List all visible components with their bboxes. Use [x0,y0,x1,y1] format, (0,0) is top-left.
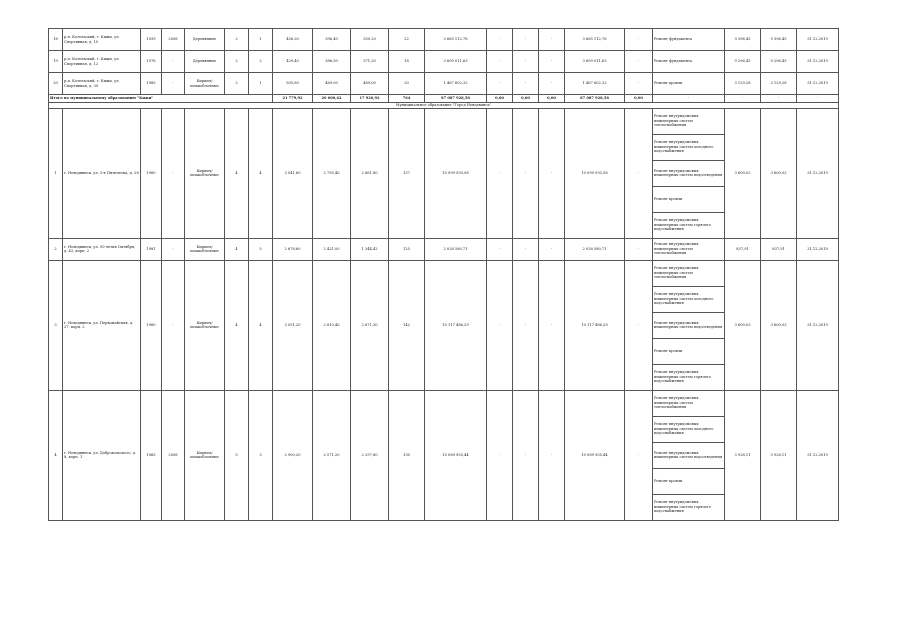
cell-floors: 2 [225,73,249,95]
cell-work: Ремонт кровли [653,73,725,95]
cell-c3: - [539,260,565,390]
cell-area: 456,20 [273,29,313,51]
cell-area: 3 041,60 [273,108,313,238]
cell-cost: 2 028 580,71 [425,238,487,260]
cell-year2: 2008 [162,390,185,520]
total-c4: 87 087 928,58 [565,95,625,103]
cell-c2: - [513,260,539,390]
cell-c5: - [625,29,653,51]
cell-unit1: 9 296,45 [725,51,761,73]
cell-date: 31.12.2019 [797,73,839,95]
cell-c3: - [539,238,565,260]
cell-addr: г. Новодвинск, ул. Добровольского, д. 8, корп. 1 [63,390,141,520]
cell-year: 1985 [141,73,162,95]
cell-area_res: 469,00 [351,73,389,95]
cell-entr: 1 [249,29,273,51]
cell-c2: - [513,51,539,73]
cell-area_res: 371,20 [351,51,389,73]
cell-entr: 4 [249,260,273,390]
cell-c4: 3 665 112,78 [565,29,625,51]
cell-c2: - [513,73,539,95]
table-row [49,390,839,416]
cell-n: 20 [49,73,63,95]
cell-year: 1981 [141,238,162,260]
cell-c3: - [539,51,565,73]
cell-area: 429,40 [273,51,313,73]
cell-residents: 22 [389,29,425,51]
cell-c3: - [539,29,565,51]
cell-addr: г. Новодвинск, ул. 50-летия Октября, д. 43, корп. 2 [63,238,141,260]
cell-unit2: 837,91 [761,238,797,260]
cell-work: Ремонт внутридомовых инженерных систем горячего водоснабжения [653,494,725,520]
cell-c1: - [487,29,513,51]
cell-work: Ремонт внутридомовых инженерных систем горячего водоснабжения [653,212,725,238]
cell-unit2: 3 129,28 [761,73,797,95]
total-d1: - [653,95,725,103]
cell-c4: 3 609 011,63 [565,51,625,73]
cell-residents: 18 [389,51,425,73]
cell-work: Ремонт внутридомовых инженерных систем горячего водоснабжения [653,364,725,390]
cell-c5: - [625,108,653,238]
cell-work: Ремонт внутридомовых инженерных систем холодного водоснабжения [653,286,725,312]
cell-c2: - [513,29,539,51]
cell-n: 18 [49,29,63,51]
cell-work: Ремонт фундамента [653,29,725,51]
cell-date: 31.12.2019 [797,238,839,260]
cell-area_living: 2 810,40 [313,260,351,390]
cell-c3: - [539,108,565,238]
cell-unit1: 3 928,11 [725,390,761,520]
cell-cost: 10 089 955,44 [425,390,487,520]
cell-work: Ремонт внутридомовых инженерных систем водоотведения [653,442,725,468]
cell-c5: - [625,238,653,260]
cell-area_res: 1 344,42 [351,238,389,260]
cell-c4: 10 117 486,29 [565,260,625,390]
cell-area_res: 2 671,30 [351,260,389,390]
capital-repair-table [48,28,839,521]
cell-area_res: 2 297,80 [351,390,389,520]
cell-n: 4 [49,390,63,520]
cell-year2: 2008 [162,29,185,51]
cell-c4: 10 089 955,44 [565,390,625,520]
cell-work: Ремонт кровли [653,468,725,494]
total-cost: 87 087 928,58 [425,95,487,103]
cell-unit1: 837,91 [725,238,761,260]
total-area_living: 20 000,42 [313,95,351,103]
cell-c1: - [487,51,513,73]
cell-c5: - [625,390,653,520]
cell-c5: - [625,51,653,73]
cell-year: 1939 [141,29,162,51]
cell-c5: - [625,73,653,95]
cell-work: Ремонт внутридомовых инженерных систем холодного водоснабжения [653,416,725,442]
cell-entr: 3 [249,390,273,520]
cell-addr: р.п. Котельский, г. Кижи, ул. Спортивная, д. 10 [63,29,141,51]
cell-c1: - [487,390,513,520]
cell-work: Ремонт фундамента [653,51,725,73]
cell-work: Ремонт внутридомовых инженерных систем водоотведения [653,312,725,338]
cell-c4: 10 099 593,58 [565,108,625,238]
cell-work: Ремонт кровли [653,186,725,212]
cell-work: Ремонт кровли [653,338,725,364]
cell-floors: 5 [225,390,249,520]
total-c5: 0,00 [625,95,653,103]
total-d2: - [725,95,761,103]
cell-area_living: 2 571,20 [313,390,351,520]
total-d3: - [761,95,797,103]
cell-floors: 2 [225,29,249,51]
cell-floors: 4 [225,108,249,238]
cell-residents: 20 [389,73,425,95]
cell-date: 31.12.2019 [797,51,839,73]
cell-c2: - [513,390,539,520]
cell-unit2: 3 600,02 [761,108,797,238]
cell-date: 31.12.2019 [797,260,839,390]
total-c1: 0,00 [487,95,513,103]
total-label: Итого по муниципальному образованию "Кижи" [49,95,273,103]
cell-c3: - [539,390,565,520]
cell-c1: - [487,73,513,95]
document-sheet [48,28,828,521]
cell-wall: Кирпич/ шлакоблочные [185,238,225,260]
cell-n: 2 [49,238,63,260]
cell-entr: 2 [249,51,273,73]
total-area_res: 17 920,92 [351,95,389,103]
cell-work: Ремонт внутридомовых инженерных систем холодного водоснабжения [653,134,725,160]
cell-c5: - [625,260,653,390]
cell-entr: 5 [249,238,273,260]
cell-residents: 137 [389,108,425,238]
total-area: 21 779,92 [273,95,313,103]
cell-work: Ремонт внутридомовых инженерных систем теплоснабжения [653,390,725,416]
cell-year: 1965 [141,390,162,520]
total-d4: - [797,95,839,103]
cell-unit2: 9 396,45 [761,29,797,51]
cell-wall: Кирпич/ шлакоблочные [185,390,225,520]
table-row [49,29,839,51]
cell-c4: 2 028 580,71 [565,238,625,260]
cell-entr: 1 [249,73,273,95]
cell-year: 1978 [141,51,162,73]
cell-work: Ремонт внутридомовых инженерных систем водоотведения [653,160,725,186]
cell-year2: - [162,108,185,238]
total-c3: 0,00 [539,95,565,103]
cell-wall: Деревянные [185,51,225,73]
cell-floors: 2 [225,51,249,73]
section-title: Муниципальное образование "Город Новодвинск" [49,103,839,109]
cell-residents: 130 [389,390,425,520]
cell-year2: - [162,260,185,390]
cell-addr: р.п. Котельский, г. Кижи, ул. Спортивная, д. 30 [63,73,141,95]
cell-year2: - [162,238,185,260]
cell-date: 31.12.2019 [797,390,839,520]
cell-unit1: 3 129,28 [725,73,761,95]
cell-entr: 4 [249,108,273,238]
cell-work: Ремонт внутридомовых инженерных систем теплоснабжения [653,238,725,260]
cell-area: 3 051,20 [273,260,313,390]
cell-area: 2 900,20 [273,390,313,520]
cell-unit1: 3 600,02 [725,108,761,238]
cell-area_living: 469,00 [313,73,351,95]
table-row [49,73,839,95]
cell-area_living: 386,50 [313,51,351,73]
cell-year2: - [162,73,185,95]
cell-addr: р.п. Котельский, г. Кижи, ул. Спортивная, д. 12 [63,51,141,73]
cell-wall: Кирпич/ шлакоблочные [185,73,225,95]
cell-area_res: 2 861,80 [351,108,389,238]
table-row [49,238,839,260]
cell-c3: - [539,73,565,95]
cell-residents: 142 [389,260,425,390]
cell-wall: Кирпич/ шлакоблочные [185,260,225,390]
cell-n: 3 [49,260,63,390]
cell-c1: - [487,260,513,390]
cell-date: 31.12.2019 [797,29,839,51]
cell-year: 1960 [141,108,162,238]
table-row [49,108,839,134]
cell-area_living: 2 421,00 [313,238,351,260]
cell-cost: 1 467 602,32 [425,73,487,95]
cell-area: 2 678,60 [273,238,313,260]
cell-n: 1 [49,108,63,238]
cell-area_living: 396,40 [313,29,351,51]
cell-unit1: 3 600,03 [725,260,761,390]
table-row [49,51,839,73]
cell-unit2: 9 296,45 [761,51,797,73]
cell-unit1: 9 396,45 [725,29,761,51]
cell-cost: 10 099 593,58 [425,108,487,238]
cell-floors: 4 [225,238,249,260]
cell-year: 1960 [141,260,162,390]
cell-unit2: 3 600,03 [761,260,797,390]
total-row [49,95,839,103]
total-c2: 0,00 [513,95,539,103]
cell-c2: - [513,238,539,260]
cell-c4: 1 467 602,32 [565,73,625,95]
cell-work: Ремонт внутридомовых инженерных систем теплоснабжения [653,108,725,134]
cell-wall: Кирпич/ шлакоблочные [185,108,225,238]
cell-date: 31.12.2019 [797,108,839,238]
cell-year2: - [162,51,185,73]
cell-n: 19 [49,51,63,73]
cell-addr: г. Новодвинск, ул. Первомайская, д. 27, корп. 2 [63,260,141,390]
cell-cost: 3 609 011,63 [425,51,487,73]
cell-cost: 10 117 486,29 [425,260,487,390]
cell-c1: - [487,238,513,260]
cell-area_living: 2 795,40 [313,108,351,238]
cell-c2: - [513,108,539,238]
total-residents: 764 [389,95,425,103]
cell-c1: - [487,108,513,238]
cell-residents: 125 [389,238,425,260]
cell-cost: 3 665 112,78 [425,29,487,51]
cell-unit2: 3 928,11 [761,390,797,520]
cell-area_res: 350,20 [351,29,389,51]
cell-addr: г. Новодвинск, ул. 3-я Пятилетка, д. 28 [63,108,141,238]
table-row [49,260,839,286]
cell-wall: Деревянные [185,29,225,51]
cell-area: 505,80 [273,73,313,95]
cell-work: Ремонт внутридомовых инженерных систем теплоснабжения [653,260,725,286]
cell-floors: 4 [225,260,249,390]
